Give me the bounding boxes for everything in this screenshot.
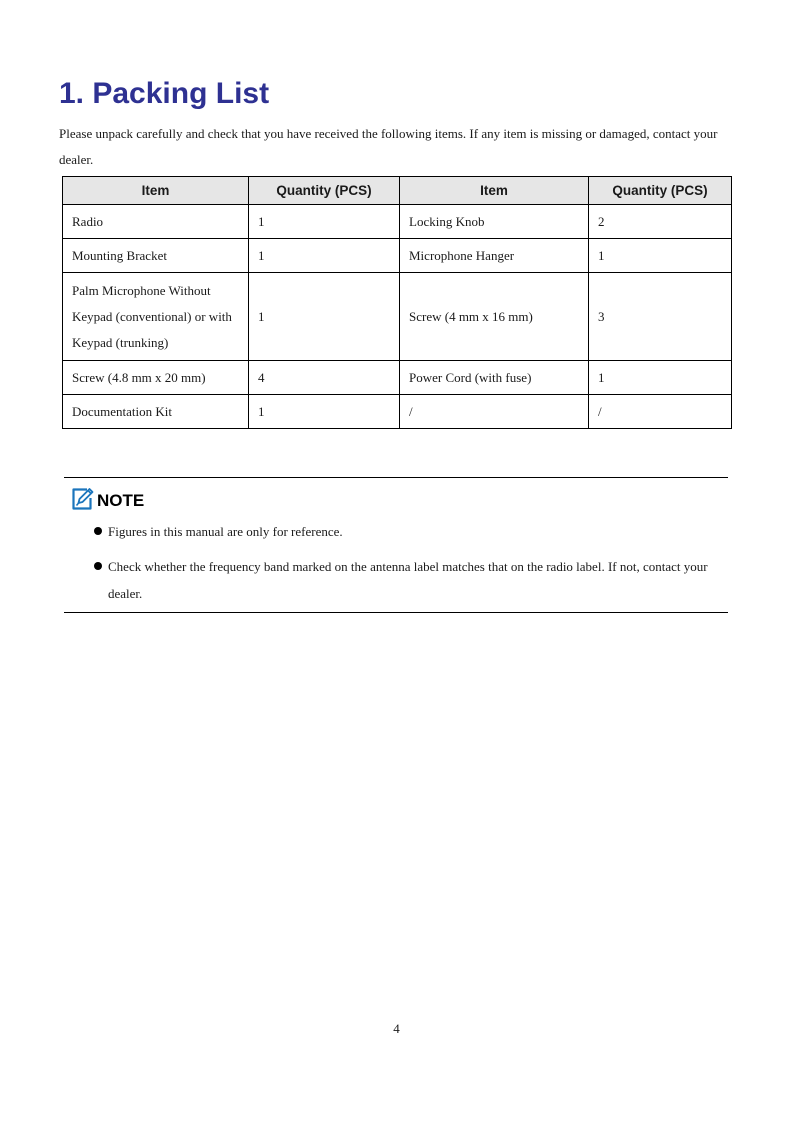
table-row — [63, 273, 732, 361]
cell-item: Mounting Bracket — [63, 239, 249, 273]
page-number: 4 — [393, 1021, 400, 1036]
cell-quantity: 1 — [589, 239, 732, 273]
header-quantity-2: Quantity (PCS) — [589, 177, 732, 205]
cell-item: Screw (4.8 mm x 20 mm) — [63, 361, 249, 395]
note-top-divider — [64, 477, 728, 478]
cell-quantity: 1 — [249, 273, 400, 361]
table-header-row — [63, 177, 732, 205]
cell-quantity: / — [589, 395, 732, 429]
note-header — [70, 486, 144, 512]
cell-item: Screw (4 mm x 16 mm) — [400, 273, 589, 361]
cell-item: / — [400, 395, 589, 429]
intro-paragraph: Please unpack carefully and check that you have received the following items. If any item is missing or damaged, contact your dealer. — [59, 126, 718, 167]
cell-quantity: 2 — [589, 205, 732, 239]
note-item-text: Figures in this manual are only for reference. — [108, 524, 343, 539]
header-quantity-1: Quantity (PCS) — [249, 177, 400, 205]
table-row — [63, 205, 732, 239]
header-item-1: Item — [63, 177, 249, 205]
bullet-icon — [94, 562, 102, 570]
table-row — [63, 361, 732, 395]
note-item — [90, 553, 730, 607]
cell-quantity: 1 — [249, 239, 400, 273]
note-edit-icon — [70, 487, 94, 511]
bullet-icon — [94, 527, 102, 535]
cell-item: Power Cord (with fuse) — [400, 361, 589, 395]
page-title: 1. Packing List — [59, 77, 270, 110]
cell-quantity: 1 — [589, 361, 732, 395]
note-list — [90, 518, 730, 615]
cell-item: Palm Microphone Without Keypad (conventional) or with Keypad (trunking) — [63, 273, 249, 361]
table-row — [63, 239, 732, 273]
cell-quantity: 1 — [249, 395, 400, 429]
cell-quantity: 4 — [249, 361, 400, 395]
cell-item: Radio — [63, 205, 249, 239]
header-item-2: Item — [400, 177, 589, 205]
cell-quantity: 1 — [249, 205, 400, 239]
cell-quantity: 3 — [589, 273, 732, 361]
cell-item: Documentation Kit — [63, 395, 249, 429]
note-item — [90, 518, 730, 545]
note-label: NOTE — [97, 491, 145, 510]
cell-item: Locking Knob — [400, 205, 589, 239]
note-item-text: Check whether the frequency band marked on the antenna label matches that on the radio label. If not, contact your dealer. — [108, 559, 708, 601]
cell-item: Microphone Hanger — [400, 239, 589, 273]
table-row — [63, 395, 732, 429]
packing-list-table — [62, 176, 732, 429]
note-bottom-divider — [64, 612, 728, 613]
